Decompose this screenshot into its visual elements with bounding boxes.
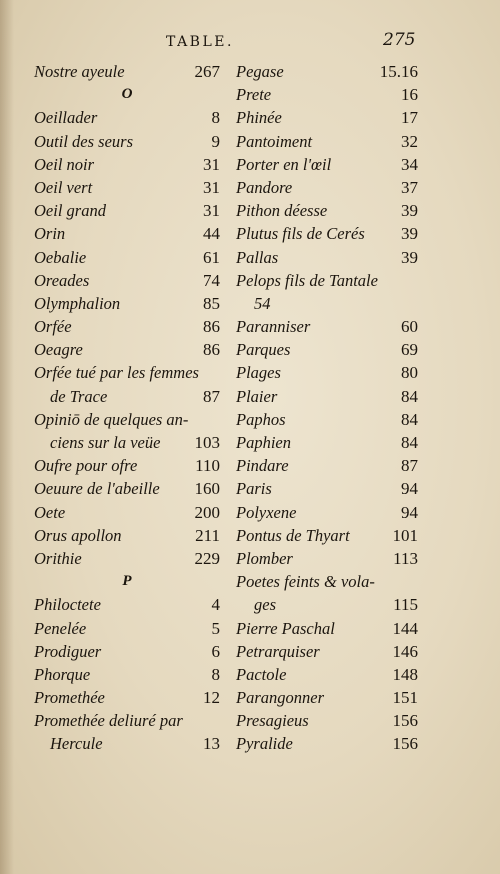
index-entry — [34, 199, 220, 222]
index-term: P — [122, 573, 132, 590]
index-page-ref: 267 — [194, 62, 220, 81]
index-term: Outil des seurs — [34, 131, 133, 151]
index-page-ref: 87 — [203, 386, 220, 406]
index-term: Prodiguer — [34, 641, 102, 661]
running-head: TABLE. — [166, 34, 234, 50]
index-page-ref: 31 — [203, 154, 220, 174]
index-term: Oreades — [34, 270, 90, 290]
index-term: O — [121, 86, 133, 103]
index-term: Pelops fils de Tantale — [236, 270, 378, 290]
index-term: Opiniō de quelques an- — [34, 409, 189, 429]
index-term: Plaier — [236, 386, 278, 406]
index-entry — [236, 408, 418, 431]
index-entry — [236, 361, 418, 384]
index-entry — [236, 477, 418, 500]
index-entry — [236, 199, 418, 222]
index-term: Prete — [236, 85, 272, 105]
index-term: Pegase — [236, 62, 284, 81]
index-entry — [236, 593, 418, 616]
index-entry — [236, 246, 418, 269]
index-term: Pontus de Thyart — [236, 525, 350, 545]
index-entry — [236, 501, 418, 524]
binding-shadow — [0, 0, 14, 874]
index-term: Porter en l'œil — [236, 154, 332, 174]
index-term: Plomber — [236, 548, 293, 568]
index-page-ref: 16 — [401, 85, 418, 105]
index-page-ref: 31 — [203, 201, 220, 221]
index-entry — [34, 709, 220, 732]
index-entry — [236, 709, 418, 732]
index-page-ref: 84 — [401, 433, 418, 452]
index-page-ref: 12 — [203, 688, 220, 708]
index-term: Phinée — [236, 108, 282, 128]
index-page-ref: 148 — [392, 664, 418, 684]
index-term: Nostre ayeule — [34, 62, 125, 81]
index-page-ref: 80 — [401, 363, 418, 383]
index-entry — [236, 454, 418, 477]
index-page-ref: 84 — [401, 386, 418, 406]
index-column-left — [34, 60, 220, 756]
index-page-ref: 146 — [392, 641, 418, 661]
index-term: Hercule — [50, 734, 103, 754]
index-entry — [236, 106, 418, 129]
section-letter — [34, 83, 220, 106]
index-page-ref: 6 — [211, 641, 220, 661]
index-term: Oeil grand — [34, 201, 106, 221]
index-entry — [236, 640, 418, 663]
index-page-ref: 156 — [392, 734, 418, 754]
index-entry — [34, 408, 220, 431]
index-term: Poetes feints & vola- — [236, 572, 375, 592]
index-entry — [236, 617, 418, 640]
index-page-ref: 85 — [203, 293, 220, 313]
index-entry — [236, 315, 418, 338]
index-entry — [34, 686, 220, 709]
index-page-ref: 94 — [401, 479, 418, 499]
index-term: Petrarquiser — [236, 641, 320, 661]
index-term: Orithie — [34, 548, 82, 568]
index-term: ges — [254, 595, 276, 615]
index-entry — [34, 222, 220, 245]
index-entry — [236, 686, 418, 709]
index-term: Pithon déesse — [236, 201, 328, 221]
index-entry — [236, 130, 418, 153]
index-entry — [34, 106, 220, 129]
index-entry — [236, 292, 418, 315]
index-entry — [34, 454, 220, 477]
index-page-ref: 94 — [401, 502, 418, 522]
index-page-ref: 101 — [392, 525, 418, 545]
index-page-ref: 69 — [401, 340, 418, 360]
index-term: Parangonner — [236, 688, 324, 708]
index-entry — [34, 524, 220, 547]
index-entry — [236, 431, 418, 454]
index-page-ref: 103 — [194, 433, 220, 452]
index-page-ref: 8 — [211, 664, 220, 684]
index-page-ref: 151 — [392, 688, 418, 708]
index-term: Phorque — [34, 664, 91, 684]
index-term: Orus apollon — [34, 525, 122, 545]
index-term: Pactole — [236, 664, 287, 684]
index-page-ref: 86 — [203, 340, 220, 360]
index-entry — [236, 269, 418, 292]
index-entry — [236, 222, 418, 245]
index-entry — [34, 338, 220, 361]
section-letter — [34, 570, 220, 593]
index-entry — [34, 269, 220, 292]
index-term: Plages — [236, 363, 281, 383]
index-entry — [34, 292, 220, 315]
index-page-ref: 44 — [203, 224, 220, 244]
index-entry — [236, 176, 418, 199]
index-entry — [34, 617, 220, 640]
index-term: Orin — [34, 224, 66, 244]
index-term: Paranniser — [236, 317, 311, 337]
index-term: Pallas — [236, 247, 279, 267]
index-term: ciens sur la veüe — [50, 433, 161, 452]
index-entry — [34, 315, 220, 338]
index-entry — [34, 431, 220, 454]
index-term: Oeuure de l'abeille — [34, 479, 160, 499]
index-page-ref: 13 — [203, 734, 220, 754]
index-entry — [34, 640, 220, 663]
index-entry — [34, 60, 220, 83]
index-page-ref: 32 — [401, 131, 418, 151]
index-entry — [236, 570, 418, 593]
index-page-ref: 39 — [401, 201, 418, 221]
index-page-ref: 160 — [194, 479, 220, 499]
index-entry — [236, 524, 418, 547]
index-term: Presagieus — [236, 711, 309, 731]
index-term: Promethée deliuré par — [34, 711, 183, 731]
index-entry — [236, 547, 418, 570]
index-entry — [236, 385, 418, 408]
index-page-ref: 74 — [203, 270, 220, 290]
index-page-ref: 110 — [195, 456, 220, 476]
index-term: Oeagre — [34, 340, 83, 360]
index-entry — [34, 501, 220, 524]
index-term: Orfée — [34, 317, 72, 337]
index-term: Paphos — [236, 409, 286, 429]
index-term: Polyxene — [236, 502, 297, 522]
index-page-ref: 34 — [401, 154, 418, 174]
index-term: Pindare — [236, 456, 289, 476]
index-entry — [34, 593, 220, 616]
index-entry — [236, 732, 418, 755]
index-page-ref: 144 — [392, 618, 418, 638]
index-column-right — [236, 60, 418, 756]
index-entry — [236, 153, 418, 176]
index-term: Pierre Paschal — [236, 618, 335, 638]
index-entry — [236, 83, 418, 106]
index-page-ref: 61 — [203, 247, 220, 267]
index-entry — [236, 338, 418, 361]
index-page-ref: 84 — [401, 409, 418, 429]
index-page-ref: 39 — [401, 224, 418, 244]
index-page-ref: 211 — [195, 525, 220, 545]
index-term: Paphien — [236, 433, 291, 452]
index-term: Paris — [236, 479, 272, 499]
index-entry — [34, 153, 220, 176]
index-page-ref: 37 — [401, 177, 418, 197]
index-term: Plutus fils de Cerés — [236, 224, 365, 244]
index-entry — [34, 732, 220, 755]
index-page-ref: 5 — [211, 618, 220, 638]
index-term: Olymphalion — [34, 293, 121, 313]
index-term: Oeillader — [34, 108, 98, 128]
index-page-ref: 113 — [393, 548, 418, 568]
index-term: Oete — [34, 502, 66, 522]
index-entry — [34, 547, 220, 570]
index-term: 54 — [254, 293, 271, 313]
index-term: Orfée tué par les femmes — [34, 363, 199, 383]
index-term: Penelée — [34, 618, 87, 638]
index-entry — [34, 385, 220, 408]
index-term: Oebalie — [34, 247, 87, 267]
index-term: Pandore — [236, 177, 293, 197]
page-header — [0, 30, 500, 52]
index-page-ref: 31 — [203, 177, 220, 197]
index-term: Parques — [236, 340, 291, 360]
index-page-ref: 39 — [401, 247, 418, 267]
index-entry — [34, 663, 220, 686]
index-page-ref: 115 — [393, 595, 418, 615]
index-entry — [34, 477, 220, 500]
index-term: Philoctete — [34, 595, 101, 615]
index-entry — [34, 176, 220, 199]
index-page-ref: 86 — [203, 317, 220, 337]
index-page-ref: 9 — [211, 131, 220, 151]
index-entry — [236, 60, 418, 83]
index-page-ref: 4 — [211, 595, 220, 615]
index-entry — [34, 361, 220, 384]
index-page-ref: 156 — [392, 711, 418, 731]
index-page-ref: 87 — [401, 456, 418, 476]
index-entry — [236, 663, 418, 686]
index-term: Oeil vert — [34, 177, 93, 197]
index-page-ref: 60 — [401, 317, 418, 337]
index-page-ref: 229 — [194, 548, 220, 568]
index-term: Pantoiment — [236, 131, 313, 151]
index-entry — [34, 130, 220, 153]
index-page-ref: 8 — [211, 108, 220, 128]
index-term: Oeil noir — [34, 154, 95, 174]
index-entry — [34, 246, 220, 269]
index-term: Oufre pour ofre — [34, 456, 138, 476]
index-page-ref: 17 — [401, 108, 418, 128]
index-term: Pyralide — [236, 734, 293, 754]
page-number: 275 — [383, 30, 416, 50]
index-term: de Trace — [50, 386, 108, 406]
index-term: Promethée — [34, 688, 105, 708]
index-page-ref: 200 — [194, 502, 220, 522]
index-page-ref: 15.16 — [379, 62, 418, 81]
